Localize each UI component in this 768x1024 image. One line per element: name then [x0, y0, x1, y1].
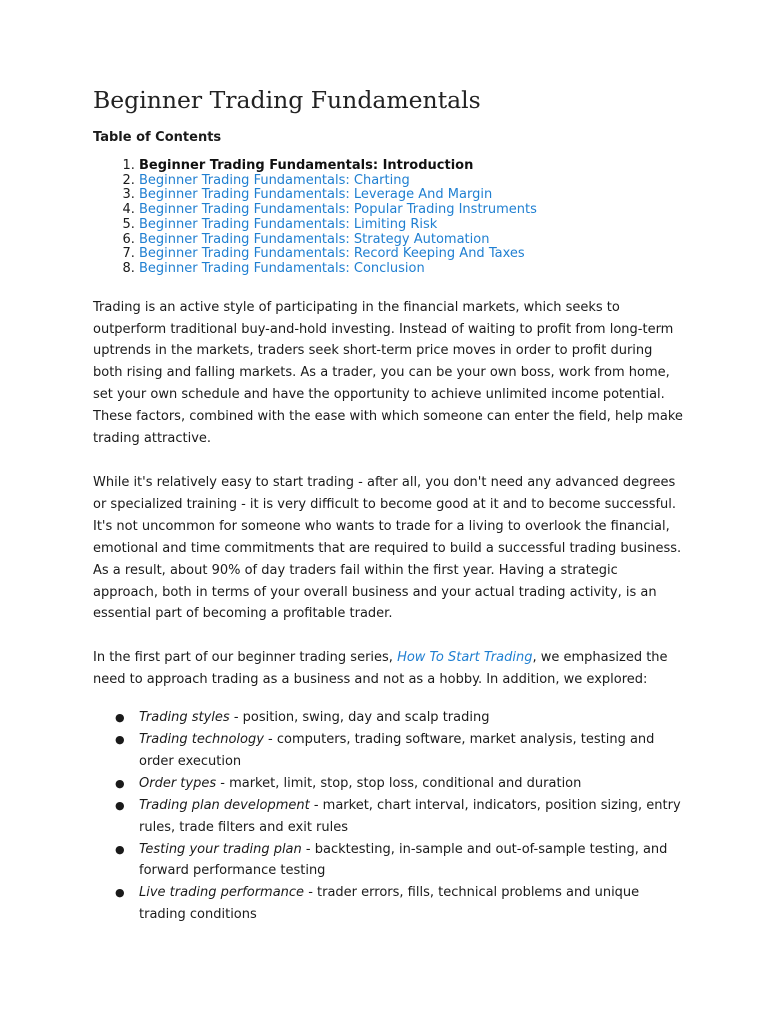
list-item-desc: - market, chart interval, indicators, position sizing, entry rules, trade filters and exit rules	[139, 797, 681, 835]
bullet-icon: ●	[115, 842, 125, 856]
topics-list	[93, 707, 683, 926]
difficulty-paragraph: While it's relatively easy to start trading - after all, you don't need any advanced degrees or specialized training - it is very difficult to become good at it and to become successful. It's not uncommon for someone who wants to trade for a living to overlook the financial, emotional and time commitments that are required to build a successful trading business. As a result, about 90% of day traders fail within the first year. Having a strategic approach, both in terms of your overall business and your actual trading activity, is an essential part of becoming a profitable trader.	[93, 474, 682, 622]
toc-item	[139, 233, 683, 248]
list-item-desc: - position, swing, day and scalp trading	[229, 710, 490, 726]
list-item-desc: - trader errors, fills, technical problems and unique trading conditions	[139, 885, 640, 923]
list-item	[115, 882, 683, 926]
list-item	[115, 839, 683, 883]
list-item-desc: - market, limit, stop, stop loss, conditional and duration	[216, 775, 582, 791]
list-item	[115, 707, 683, 729]
toc-item	[139, 262, 683, 277]
page-title: Beginner Trading Fundamentals	[93, 86, 481, 114]
bullet-icon: ●	[115, 733, 125, 747]
bullet-icon: ●	[115, 776, 125, 790]
bullet-icon: ●	[115, 886, 125, 900]
list-item	[115, 795, 683, 839]
document-page	[93, 84, 683, 926]
list-item	[115, 773, 683, 795]
list-item-desc: - backtesting, in-sample and out-of-sample testing, and forward performance testing	[139, 841, 668, 879]
toc-item	[139, 203, 683, 218]
bullet-icon: ●	[115, 798, 125, 812]
toc-link-strategy-automation[interactable]: Beginner Trading Fundamentals: Strategy Automation	[139, 231, 490, 247]
toc-link-conclusion[interactable]: Beginner Trading Fundamentals: Conclusion	[139, 260, 425, 276]
toc-item	[139, 159, 683, 174]
toc-link-limiting-risk[interactable]: Beginner Trading Fundamentals: Limiting Risk	[139, 216, 438, 232]
list-item-term: Trading technology	[139, 732, 264, 748]
toc-item	[139, 188, 683, 203]
list-item-desc: - computers, trading software, market analysis, testing and order execution	[139, 732, 655, 769]
toc-item-current-label: Beginner Trading Fundamentals: Introduction	[139, 158, 474, 173]
list-item	[115, 729, 683, 773]
series-text-after: , we emphasized the need to approach trading as a business and not as a hobby. In addition, we explored:	[93, 650, 668, 688]
how-to-start-trading-link[interactable]: How To Start Trading	[397, 650, 533, 666]
toc-link-charting[interactable]: Beginner Trading Fundamentals: Charting	[139, 172, 410, 188]
list-item-term: Order types	[139, 775, 217, 791]
list-item-term: Testing your trading plan	[139, 841, 302, 857]
toc-heading: Table of Contents	[93, 130, 222, 145]
toc-link-popular-instruments[interactable]: Beginner Trading Fundamentals: Popular Trading Instruments	[139, 202, 537, 218]
series-text-before: In the first part of our beginner trading series,	[93, 650, 398, 666]
toc-item	[139, 247, 683, 262]
toc-link-leverage-margin[interactable]: Beginner Trading Fundamentals: Leverage And Margin	[139, 187, 493, 203]
list-item-term: Trading styles	[139, 710, 230, 726]
list-item-term: Live trading performance	[139, 885, 305, 901]
list-item-term: Trading plan development	[139, 797, 310, 813]
toc-item	[139, 174, 683, 189]
toc-item	[139, 218, 683, 233]
series-paragraph	[93, 647, 683, 691]
toc-link-record-keeping-taxes[interactable]: Beginner Trading Fundamentals: Record Keeping And Taxes	[139, 246, 525, 262]
intro-paragraph: Trading is an active style of participating in the financial markets, which seeks to outperform traditional buy-and-hold investing. Instead of waiting to profit from long-term uptrends in the markets, traders seek short-term price moves in order to profit during both rising and falling markets. As a trader, you can be your own boss, work from home, set your own schedule and have the opportunity to achieve unlimited income potential. These factors, combined with the ease with which someone can enter the field, help make trading attractive.	[93, 299, 683, 447]
table-of-contents	[93, 159, 683, 277]
bullet-icon: ●	[115, 711, 125, 725]
